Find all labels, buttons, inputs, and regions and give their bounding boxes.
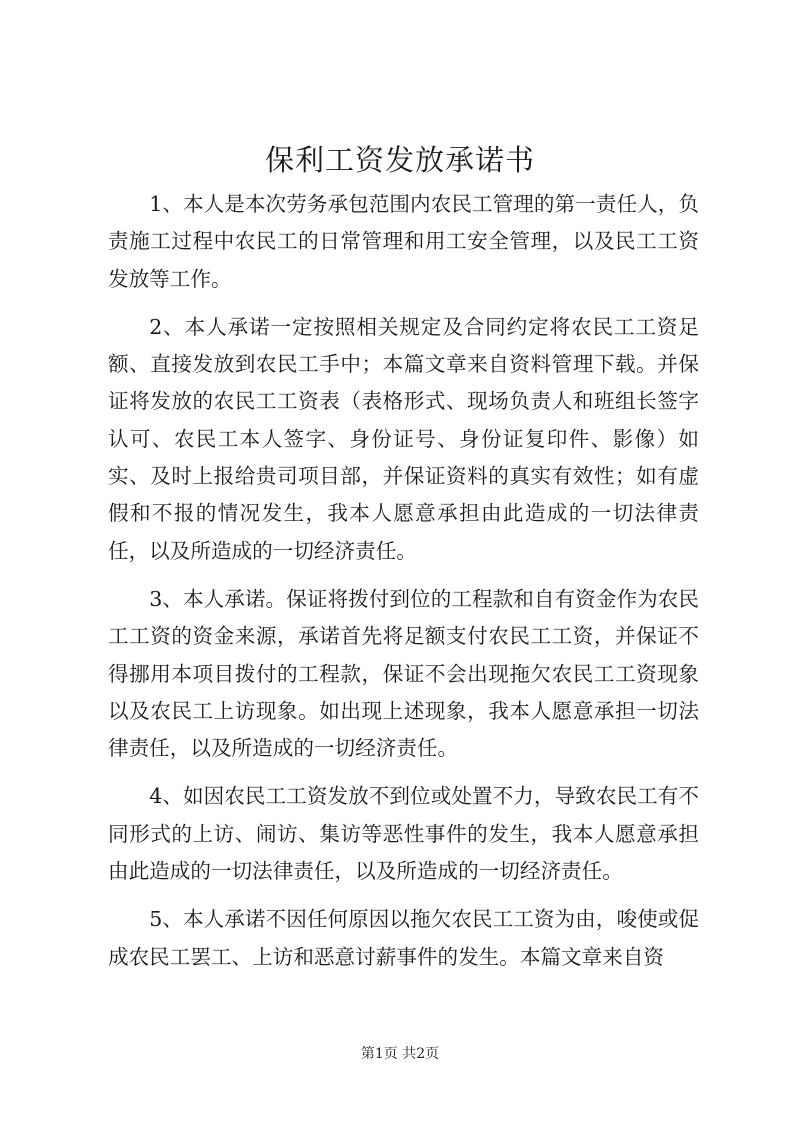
paragraph-2: 2、本人承诺一定按照相关规定及合同约定将农民工工资足额、直接发放到农民工手中；本篇文章来自资料管理下载。并保证将发放的农民工工资表（表格形式、现场负责人和班组长签字认可、农民工本人签字、身份证号、身份证复印件、影像）如实、及时上报给贵司项目部，并保证资料的真实有效性；如有虚假和不报的情况发生，我本人愿意承担由此造成的一切法律责任，以及所造成的一切经济责任。 xyxy=(108,314,699,563)
paragraph-1: 1、本人是本次劳务承包范围内农民工管理的第一责任人，负责施工过程中农民工的日常管理和用工安全管理，以及民工工资发放等工作。 xyxy=(108,192,699,291)
document-title: 保利工资发放承诺书 xyxy=(264,143,535,177)
document-body xyxy=(108,186,699,987)
paragraph-3: 3、本人承诺。保证将拨付到位的工程款和自有资金作为农民工工资的资金来源，承诺首先将足额支付农民工工资，并保证不得挪用本项目拨付的工程款，保证不会出现拖欠农民工工资现象以及农民工上访现象。如出现上述现象，我本人愿意承担一切法律责任，以及所造成的一切经济责任。 xyxy=(108,586,699,761)
paragraph-4: 4、如因农民工工资发放不到位或处置不力，导致农民工有不同形式的上访、闹访、集访等恶性事件的发生，我本人愿意承担由此造成的一切法律责任，以及所造成的一切经济责任。 xyxy=(108,784,699,884)
page-number-footer: 第1页 共2页 xyxy=(360,1046,440,1062)
paragraph-5: 5、本人承诺不因任何原因以拖欠农民工工资为由，唆使或促成农民工罢工、上访和恶意讨薪事件的发生。本篇文章来自资 xyxy=(108,907,699,969)
